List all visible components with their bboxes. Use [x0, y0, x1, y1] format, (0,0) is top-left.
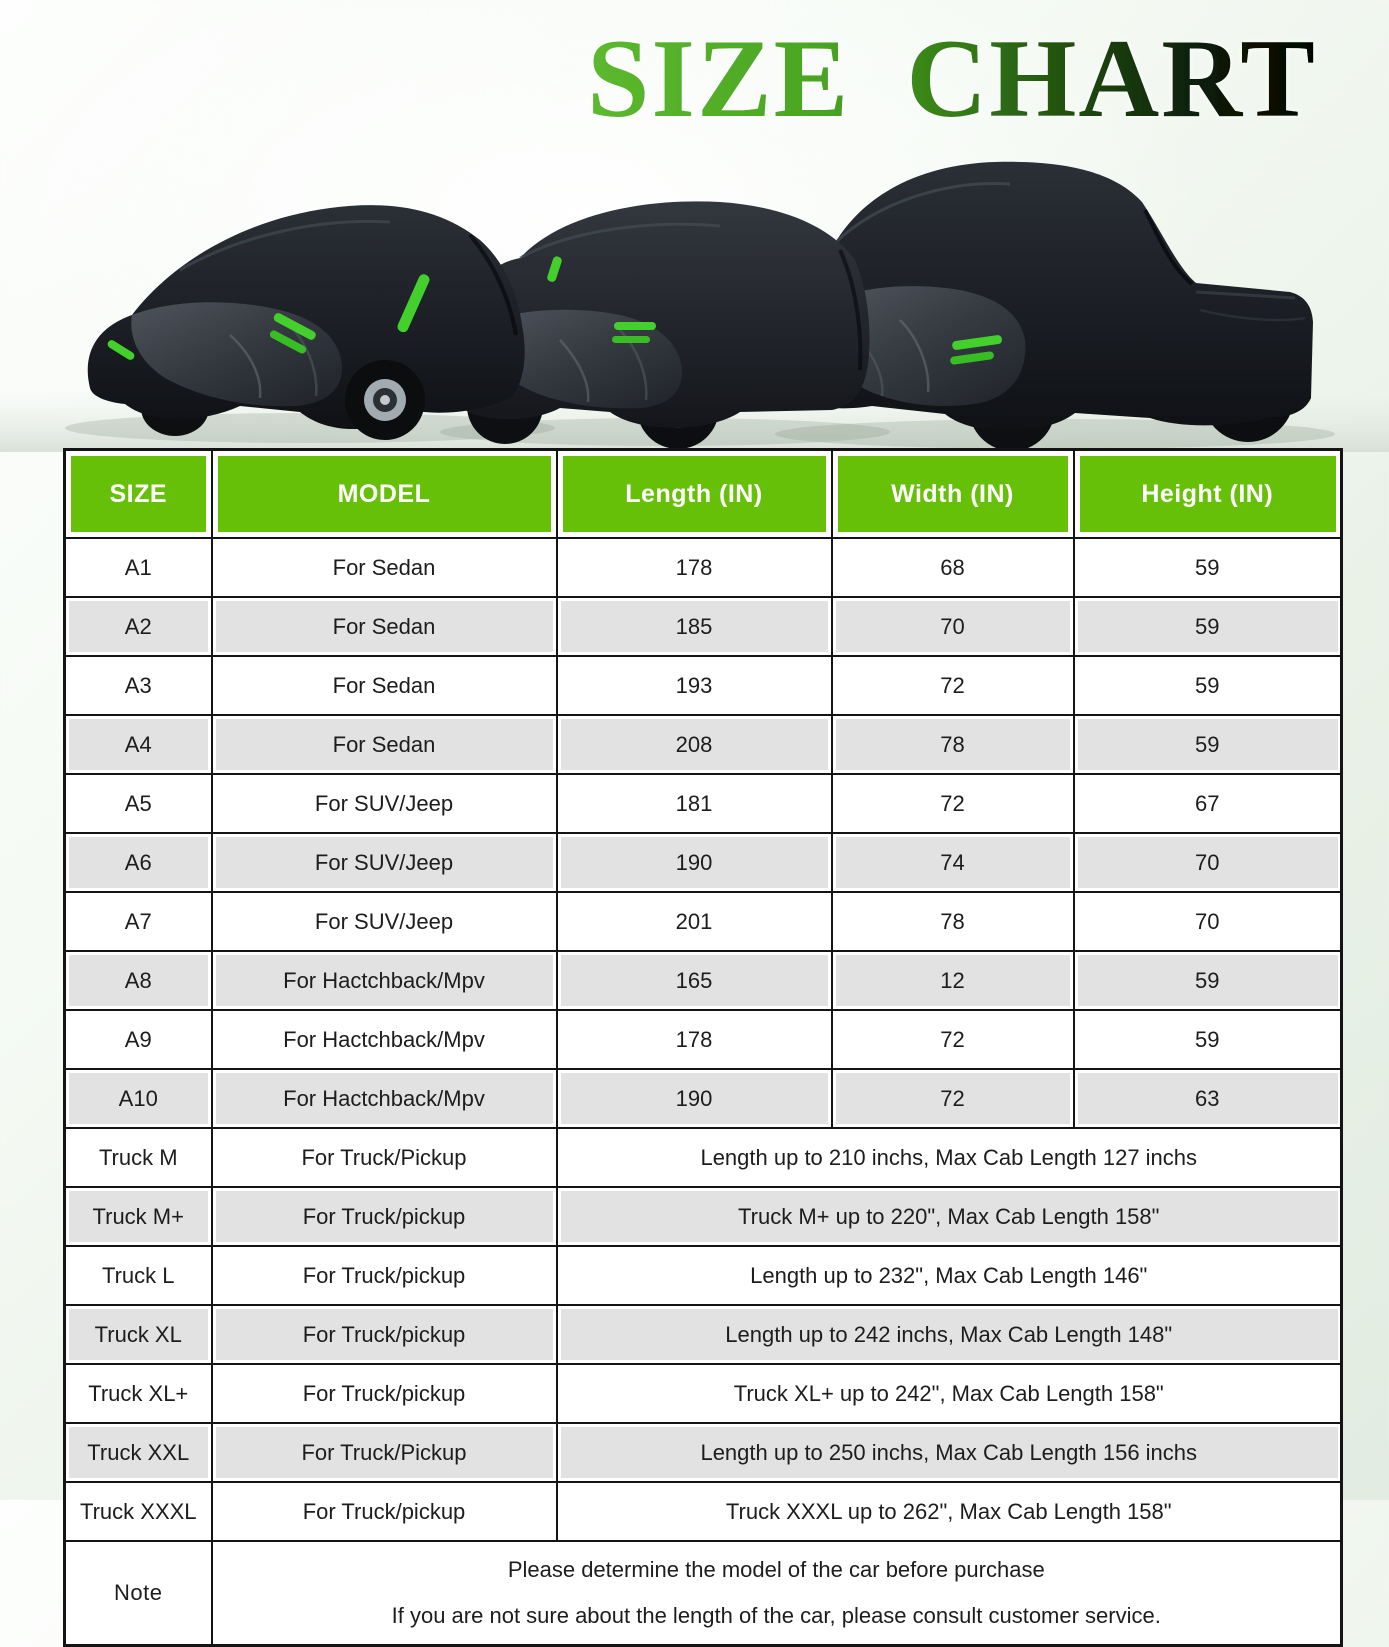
dimensions-span-cell: Truck XXXL up to 262", Max Cab Length 158": [557, 1482, 1342, 1541]
length-cell: 165: [557, 951, 832, 1010]
model-cell: For Truck/pickup: [212, 1364, 557, 1423]
model-cell: For Hactchback/Mpv: [212, 1069, 557, 1128]
model-cell: For Sedan: [212, 715, 557, 774]
height-cell: 63: [1074, 1069, 1342, 1128]
header-size: SIZE: [65, 450, 212, 539]
height-cell: 59: [1074, 656, 1342, 715]
size-cell: A2: [65, 597, 212, 656]
size-cell: A6: [65, 833, 212, 892]
table-row: [65, 1305, 1342, 1364]
height-cell: 59: [1074, 951, 1342, 1010]
width-cell: 78: [832, 892, 1074, 951]
width-cell: 74: [832, 833, 1074, 892]
header-width: Width (IN): [832, 450, 1074, 539]
width-cell: 72: [832, 774, 1074, 833]
header-model: MODEL: [212, 450, 557, 539]
size-cell: Truck M: [65, 1128, 212, 1187]
height-cell: 70: [1074, 833, 1342, 892]
height-cell: 70: [1074, 892, 1342, 951]
model-cell: For Truck/pickup: [212, 1187, 557, 1246]
header-height: Height (IN): [1074, 450, 1342, 539]
model-cell: For Truck/pickup: [212, 1246, 557, 1305]
size-cell: Truck M+: [65, 1187, 212, 1246]
height-cell: 67: [1074, 774, 1342, 833]
dimensions-span-cell: Length up to 232", Max Cab Length 146": [557, 1246, 1342, 1305]
size-cell: Truck XXXL: [65, 1482, 212, 1541]
width-cell: 70: [832, 597, 1074, 656]
header-length: Length (IN): [557, 450, 832, 539]
size-cell: A1: [65, 538, 212, 597]
width-cell: 72: [832, 1010, 1074, 1069]
length-cell: 193: [557, 656, 832, 715]
car-covers-art: [0, 140, 1389, 452]
size-cell: A10: [65, 1069, 212, 1128]
model-cell: For Truck/Pickup: [212, 1128, 557, 1187]
size-cell: A7: [65, 892, 212, 951]
height-cell: 59: [1074, 538, 1342, 597]
model-cell: For SUV/Jeep: [212, 892, 557, 951]
dimensions-span-cell: Length up to 250 inchs, Max Cab Length 156 inchs: [557, 1423, 1342, 1482]
note-text: [212, 1541, 1342, 1646]
table-row: [65, 774, 1342, 833]
size-cell: Truck L: [65, 1246, 212, 1305]
width-cell: 78: [832, 715, 1074, 774]
table-row: [65, 951, 1342, 1010]
width-cell: 72: [832, 656, 1074, 715]
model-cell: For Sedan: [212, 656, 557, 715]
model-cell: For Sedan: [212, 597, 557, 656]
note-line-1: Please determine the model of the car before purchase: [507, 1556, 1045, 1582]
page-title-text: SIZE CHART: [587, 17, 1317, 141]
length-cell: 178: [557, 538, 832, 597]
car-covers-illustration: [0, 140, 1389, 452]
page-title: [545, 8, 1360, 148]
model-cell: For Truck/pickup: [212, 1482, 557, 1541]
size-cell: A4: [65, 715, 212, 774]
dimensions-span-cell: Length up to 210 inchs, Max Cab Length 127 inchs: [557, 1128, 1342, 1187]
width-cell: 68: [832, 538, 1074, 597]
table-row: [65, 1482, 1342, 1541]
size-cell: Truck XL+: [65, 1364, 212, 1423]
width-cell: 12: [832, 951, 1074, 1010]
table-row: [65, 1069, 1342, 1128]
height-cell: 59: [1074, 597, 1342, 656]
table-header-row: [65, 450, 1342, 539]
length-cell: 190: [557, 1069, 832, 1128]
size-chart-title-art: [545, 8, 1360, 148]
table-row: [65, 656, 1342, 715]
table-row: [65, 1246, 1342, 1305]
table-row: [65, 1423, 1342, 1482]
model-cell: For Hactchback/Mpv: [212, 951, 557, 1010]
model-cell: For Truck/Pickup: [212, 1423, 557, 1482]
model-cell: For Sedan: [212, 538, 557, 597]
size-cell: Truck XXL: [65, 1423, 212, 1482]
table-row: [65, 1187, 1342, 1246]
note-label: Note: [65, 1541, 212, 1646]
table-row: [65, 715, 1342, 774]
note-row: [65, 1541, 1342, 1646]
model-cell: For SUV/Jeep: [212, 774, 557, 833]
length-cell: 208: [557, 715, 832, 774]
size-chart-table: [63, 448, 1343, 1647]
size-cell: A3: [65, 656, 212, 715]
model-cell: For Truck/pickup: [212, 1305, 557, 1364]
table-row: [65, 833, 1342, 892]
table-row: [65, 1128, 1342, 1187]
model-cell: For SUV/Jeep: [212, 833, 557, 892]
model-cell: For Hactchback/Mpv: [212, 1010, 557, 1069]
size-cell: A5: [65, 774, 212, 833]
length-cell: 190: [557, 833, 832, 892]
size-cell: A8: [65, 951, 212, 1010]
dimensions-span-cell: Length up to 242 inchs, Max Cab Length 148": [557, 1305, 1342, 1364]
table-row: [65, 1364, 1342, 1423]
length-cell: 201: [557, 892, 832, 951]
note-line-2: If you are not sure about the length of the car, please consult customer service.: [391, 1603, 1161, 1628]
dimensions-span-cell: Truck XL+ up to 242", Max Cab Length 158": [557, 1364, 1342, 1423]
length-cell: 185: [557, 597, 832, 656]
width-cell: 72: [832, 1069, 1074, 1128]
sedan-cover-illustration: [88, 205, 525, 440]
size-cell: Truck XL: [65, 1305, 212, 1364]
height-cell: 59: [1074, 1010, 1342, 1069]
length-cell: 181: [557, 774, 832, 833]
table-row: [65, 597, 1342, 656]
table-row: [65, 1010, 1342, 1069]
dimensions-span-cell: Truck M+ up to 220", Max Cab Length 158": [557, 1187, 1342, 1246]
length-cell: 178: [557, 1010, 832, 1069]
height-cell: 59: [1074, 715, 1342, 774]
table-row: [65, 892, 1342, 951]
table-row: [65, 538, 1342, 597]
size-cell: A9: [65, 1010, 212, 1069]
